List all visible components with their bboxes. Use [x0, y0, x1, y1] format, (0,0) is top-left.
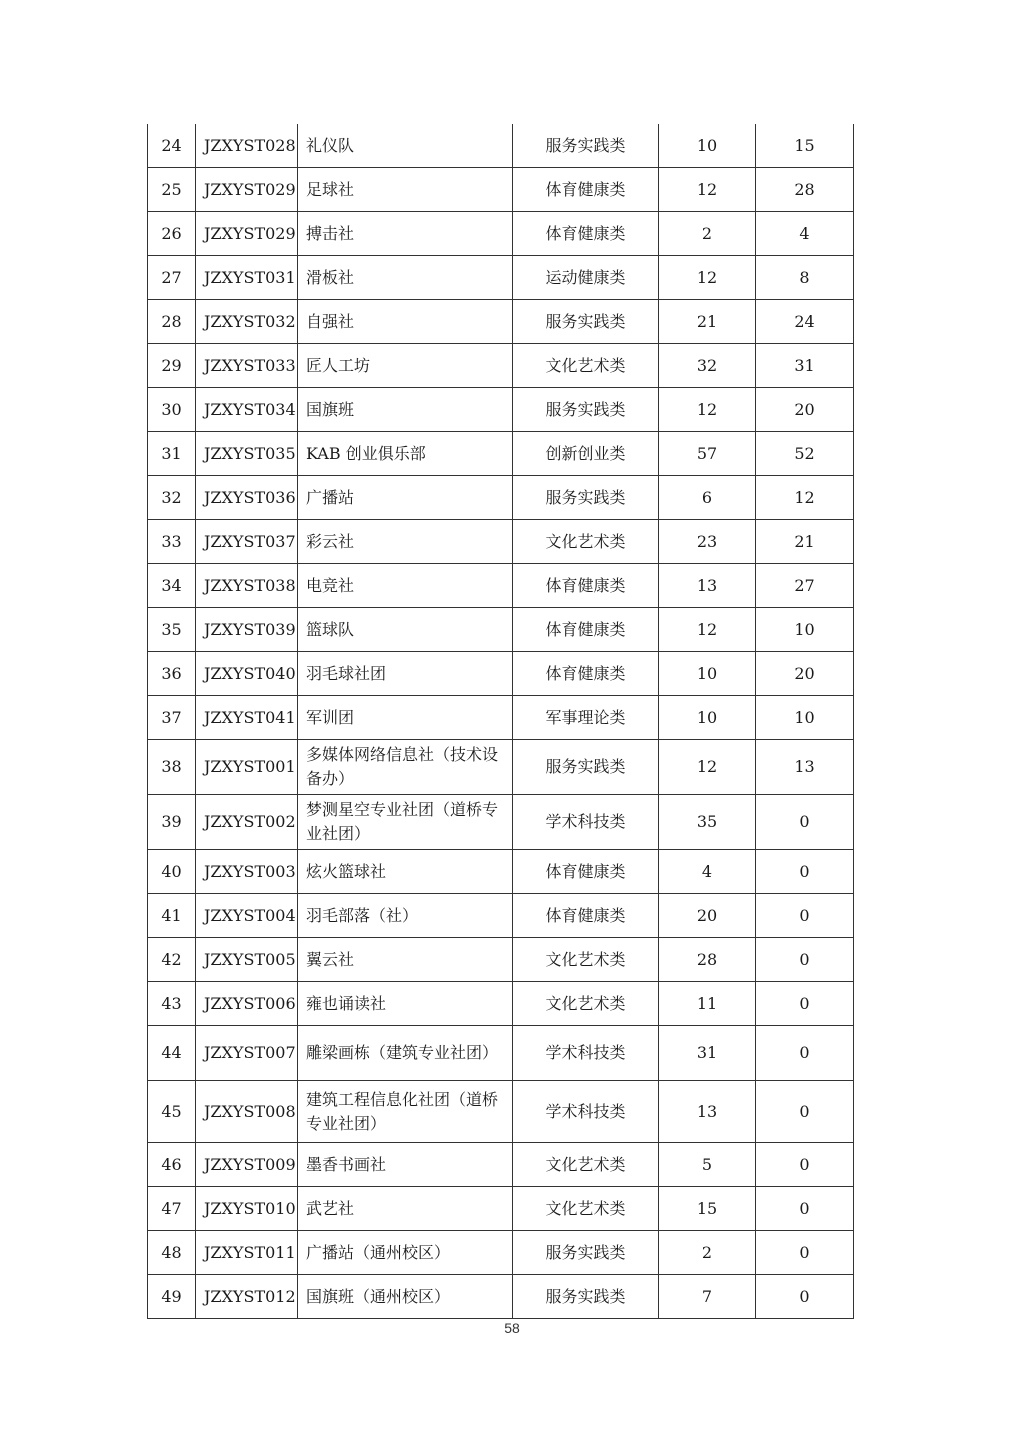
table-row [148, 168, 854, 212]
club-category: 体育健康类 [513, 564, 659, 608]
count-a: 31 [659, 1026, 756, 1081]
club-category: 文化艺术类 [513, 520, 659, 564]
club-name: 电竞社 [298, 564, 513, 608]
club-name: 足球社 [298, 168, 513, 212]
row-index: 30 [148, 388, 196, 432]
row-index: 46 [148, 1143, 196, 1187]
count-a: 13 [659, 564, 756, 608]
club-category: 服务实践类 [513, 740, 659, 795]
count-b: 31 [756, 344, 854, 388]
count-b: 28 [756, 168, 854, 212]
count-a: 32 [659, 344, 756, 388]
table-row [148, 212, 854, 256]
count-a: 11 [659, 982, 756, 1026]
count-b: 0 [756, 938, 854, 982]
count-a: 12 [659, 168, 756, 212]
club-category: 体育健康类 [513, 212, 659, 256]
club-name: 滑板社 [298, 256, 513, 300]
count-b: 0 [756, 894, 854, 938]
table-row [148, 1231, 854, 1275]
club-category: 服务实践类 [513, 1231, 659, 1275]
row-index: 48 [148, 1231, 196, 1275]
club-code: JZXYST002 [196, 795, 298, 850]
row-index: 47 [148, 1187, 196, 1231]
club-category: 运动健康类 [513, 256, 659, 300]
club-name: 墨香书画社 [298, 1143, 513, 1187]
club-code: JZXYST004 [196, 894, 298, 938]
count-a: 10 [659, 652, 756, 696]
row-index: 35 [148, 608, 196, 652]
count-a: 7 [659, 1275, 756, 1319]
table-row [148, 740, 854, 795]
club-category: 文化艺术类 [513, 938, 659, 982]
row-index: 43 [148, 982, 196, 1026]
row-index: 29 [148, 344, 196, 388]
count-a: 57 [659, 432, 756, 476]
club-table [147, 124, 854, 1319]
table-row [148, 1187, 854, 1231]
table-row [148, 388, 854, 432]
count-a: 28 [659, 938, 756, 982]
club-category: 创新创业类 [513, 432, 659, 476]
club-name: 军训团 [298, 696, 513, 740]
club-code: JZXYST005 [196, 938, 298, 982]
club-name: 多媒体网络信息社（技术设备办） [298, 740, 513, 795]
count-a: 10 [659, 696, 756, 740]
club-code: JZXYST010 [196, 1187, 298, 1231]
count-b: 0 [756, 1187, 854, 1231]
table-row [148, 652, 854, 696]
count-a: 15 [659, 1187, 756, 1231]
count-a: 6 [659, 476, 756, 520]
club-name: 羽毛球社团 [298, 652, 513, 696]
count-b: 13 [756, 740, 854, 795]
table-row [148, 696, 854, 740]
club-name: KAB 创业俱乐部 [298, 432, 513, 476]
count-a: 2 [659, 212, 756, 256]
count-a: 35 [659, 795, 756, 850]
table-row [148, 344, 854, 388]
club-code: JZXYST001 [196, 740, 298, 795]
row-index: 41 [148, 894, 196, 938]
table-row [148, 476, 854, 520]
count-b: 0 [756, 982, 854, 1026]
row-index: 38 [148, 740, 196, 795]
club-name: 雍也诵读社 [298, 982, 513, 1026]
table-row [148, 982, 854, 1026]
club-code: JZXYST029 [196, 168, 298, 212]
count-a: 10 [659, 124, 756, 168]
count-b: 8 [756, 256, 854, 300]
row-index: 45 [148, 1081, 196, 1143]
row-index: 28 [148, 300, 196, 344]
club-category: 服务实践类 [513, 300, 659, 344]
count-b: 24 [756, 300, 854, 344]
club-name: 广播站 [298, 476, 513, 520]
table-row [148, 564, 854, 608]
club-code: JZXYST031 [196, 256, 298, 300]
count-a: 20 [659, 894, 756, 938]
club-category: 学术科技类 [513, 1081, 659, 1143]
club-name: 彩云社 [298, 520, 513, 564]
club-code: JZXYST038 [196, 564, 298, 608]
count-b: 52 [756, 432, 854, 476]
club-category: 文化艺术类 [513, 344, 659, 388]
club-name: 羽毛部落（社） [298, 894, 513, 938]
table-row [148, 300, 854, 344]
count-b: 0 [756, 850, 854, 894]
table-row [148, 1081, 854, 1143]
club-name: 广播站（通州校区） [298, 1231, 513, 1275]
row-index: 25 [148, 168, 196, 212]
club-name: 搏击社 [298, 212, 513, 256]
club-name: 国旗班 [298, 388, 513, 432]
table-row [148, 520, 854, 564]
club-name: 礼仪队 [298, 124, 513, 168]
row-index: 33 [148, 520, 196, 564]
row-index: 40 [148, 850, 196, 894]
count-a: 12 [659, 740, 756, 795]
club-table-body [148, 124, 854, 1319]
row-index: 34 [148, 564, 196, 608]
table-row [148, 938, 854, 982]
club-code: JZXYST040 [196, 652, 298, 696]
club-name: 自强社 [298, 300, 513, 344]
club-category: 学术科技类 [513, 795, 659, 850]
club-code: JZXYST035 [196, 432, 298, 476]
club-category: 体育健康类 [513, 894, 659, 938]
club-name: 国旗班（通州校区） [298, 1275, 513, 1319]
count-b: 15 [756, 124, 854, 168]
club-name: 建筑工程信息化社团（道桥专业社团） [298, 1081, 513, 1143]
table-row [148, 1275, 854, 1319]
table-row [148, 1143, 854, 1187]
count-a: 5 [659, 1143, 756, 1187]
row-index: 27 [148, 256, 196, 300]
count-b: 10 [756, 696, 854, 740]
club-code: JZXYST029 [196, 212, 298, 256]
club-name: 梦测星空专业社团（道桥专业社团） [298, 795, 513, 850]
club-category: 体育健康类 [513, 652, 659, 696]
count-b: 0 [756, 1081, 854, 1143]
club-name: 雕梁画栋（建筑专业社团） [298, 1026, 513, 1081]
count-b: 0 [756, 795, 854, 850]
club-code: JZXYST037 [196, 520, 298, 564]
club-category: 服务实践类 [513, 476, 659, 520]
club-category: 服务实践类 [513, 1275, 659, 1319]
count-a: 21 [659, 300, 756, 344]
club-code: JZXYST039 [196, 608, 298, 652]
count-a: 13 [659, 1081, 756, 1143]
table-row [148, 894, 854, 938]
club-name: 篮球队 [298, 608, 513, 652]
club-category: 文化艺术类 [513, 1143, 659, 1187]
club-code: JZXYST006 [196, 982, 298, 1026]
club-code: JZXYST034 [196, 388, 298, 432]
count-b: 0 [756, 1275, 854, 1319]
row-index: 49 [148, 1275, 196, 1319]
club-category: 文化艺术类 [513, 982, 659, 1026]
table-row [148, 256, 854, 300]
club-category: 学术科技类 [513, 1026, 659, 1081]
club-category: 体育健康类 [513, 850, 659, 894]
count-b: 27 [756, 564, 854, 608]
count-a: 4 [659, 850, 756, 894]
row-index: 39 [148, 795, 196, 850]
count-b: 20 [756, 388, 854, 432]
club-code: JZXYST012 [196, 1275, 298, 1319]
row-index: 44 [148, 1026, 196, 1081]
table-row [148, 124, 854, 168]
count-a: 12 [659, 608, 756, 652]
club-category: 军事理论类 [513, 696, 659, 740]
row-index: 24 [148, 124, 196, 168]
count-b: 0 [756, 1026, 854, 1081]
table-row [148, 432, 854, 476]
club-code: JZXYST032 [196, 300, 298, 344]
club-code: JZXYST003 [196, 850, 298, 894]
club-code: JZXYST011 [196, 1231, 298, 1275]
count-b: 10 [756, 608, 854, 652]
club-code: JZXYST036 [196, 476, 298, 520]
row-index: 26 [148, 212, 196, 256]
club-category: 文化艺术类 [513, 1187, 659, 1231]
club-code: JZXYST028 [196, 124, 298, 168]
club-code: JZXYST041 [196, 696, 298, 740]
count-a: 12 [659, 256, 756, 300]
row-index: 31 [148, 432, 196, 476]
row-index: 42 [148, 938, 196, 982]
club-code: JZXYST033 [196, 344, 298, 388]
table-row [148, 850, 854, 894]
club-code: JZXYST007 [196, 1026, 298, 1081]
count-b: 0 [756, 1143, 854, 1187]
club-category: 体育健康类 [513, 168, 659, 212]
page-number: 58 [504, 1320, 520, 1336]
table-row [148, 608, 854, 652]
club-category: 体育健康类 [513, 608, 659, 652]
table-row [148, 795, 854, 850]
count-a: 12 [659, 388, 756, 432]
count-a: 2 [659, 1231, 756, 1275]
count-b: 0 [756, 1231, 854, 1275]
club-category: 服务实践类 [513, 388, 659, 432]
club-code: JZXYST009 [196, 1143, 298, 1187]
count-a: 23 [659, 520, 756, 564]
count-b: 12 [756, 476, 854, 520]
count-b: 20 [756, 652, 854, 696]
club-code: JZXYST008 [196, 1081, 298, 1143]
club-name: 匠人工坊 [298, 344, 513, 388]
club-name: 武艺社 [298, 1187, 513, 1231]
row-index: 37 [148, 696, 196, 740]
count-b: 4 [756, 212, 854, 256]
club-name: 炫火篮球社 [298, 850, 513, 894]
row-index: 36 [148, 652, 196, 696]
club-name: 翼云社 [298, 938, 513, 982]
row-index: 32 [148, 476, 196, 520]
table-row [148, 1026, 854, 1081]
club-category: 服务实践类 [513, 124, 659, 168]
count-b: 21 [756, 520, 854, 564]
